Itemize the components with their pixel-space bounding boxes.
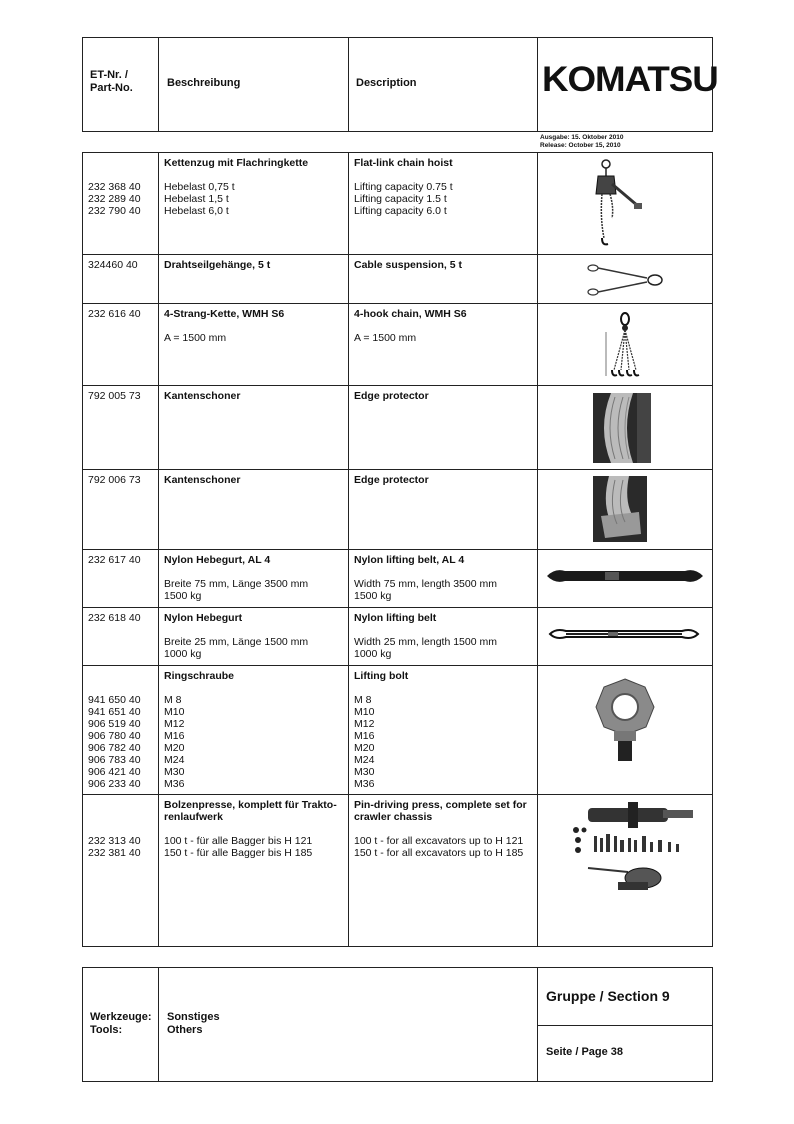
- edge-protector-photo: [593, 393, 651, 463]
- footer-value-en: Others: [167, 1024, 203, 1036]
- table-row-en-title: Lifting bolt: [354, 670, 409, 682]
- table-row-en-body: Lifting capacity 0.75 t Lifting capacity 1.5 t Lifting capacity 6.0 t: [354, 181, 453, 217]
- table-row-en-title: Flat-link chain hoist: [354, 157, 453, 169]
- table-row-en-title: Nylon lifting belt: [354, 612, 437, 624]
- table-row-de-title: Ringschraube: [164, 670, 235, 682]
- table-row-en-title: Nylon lifting belt, AL 4: [354, 554, 465, 566]
- table-row-part: 792 005 73: [88, 390, 141, 402]
- wide-lifting-belt: [545, 566, 705, 586]
- header-beschreibung: Beschreibung: [167, 77, 241, 89]
- table-row-en-body: Width 25 mm, length 1500 mm 1000 kg: [354, 636, 497, 660]
- table-row-de-body: 100 t - für alle Bagger bis H 121 150 t - für alle Bagger bis H 185: [164, 835, 313, 859]
- edge-protector-photo: [593, 476, 647, 542]
- table-row-en-body: 100 t - for all excavators up to H 121 150 t - for all excavators up to H 185: [354, 835, 524, 859]
- footer-label-en: Tools:: [90, 1024, 123, 1036]
- footer-label-de: Werkzeuge:: [90, 1011, 152, 1023]
- header-part-no: ET-Nr. / Part-No.: [90, 69, 133, 94]
- table-row-part: 232 368 40 232 289 40 232 790 40: [88, 181, 141, 217]
- table-row-en-title: Cable suspension, 5 t: [354, 259, 462, 271]
- chain-hoist-illustration: [580, 158, 650, 250]
- page-number: Seite / Page 38: [546, 1046, 624, 1058]
- cable-suspension-illustration: [585, 262, 665, 298]
- table-row-de-title: Kettenzug mit Flachringkette: [164, 157, 309, 169]
- table-row-de-body: Hebelast 0,75 t Hebelast 1,5 t Hebelast 6,0 t: [164, 181, 235, 217]
- table-row-de-title: Kantenschoner: [164, 474, 241, 486]
- table-row-en-title: Edge protector: [354, 474, 429, 486]
- table-row-part: 941 650 40 941 651 40 906 519 40 906 780 40 906 782 40 906 783 40 906 421 40 906 233 40: [88, 694, 141, 790]
- table-row-en-body: A = 1500 mm: [354, 332, 417, 344]
- table-row-de-title: Nylon Hebegurt, AL 4: [164, 554, 271, 566]
- table-row-en-title: Edge protector: [354, 390, 429, 402]
- table-row-de-title: Nylon Hebegurt: [164, 612, 243, 624]
- table-row-de-body: M 8 M10 M12 M16 M20 M24 M30 M36: [164, 694, 185, 790]
- table-row-part: 324460 40: [88, 259, 138, 271]
- table-row-en-title: 4-hook chain, WMH S6: [354, 308, 467, 320]
- table-row-part: 232 616 40: [88, 308, 141, 320]
- table-row-de-body: A = 1500 mm: [164, 332, 227, 344]
- pin-press-kit-illustration: [568, 800, 698, 900]
- narrow-lifting-belt: [548, 626, 700, 642]
- table-row-de-body: Breite 75 mm, Länge 3500 mm 1500 kg: [164, 578, 309, 602]
- table-row-part: 232 617 40: [88, 554, 141, 566]
- table-row-de-title: 4-Strang-Kette, WMH S6: [164, 308, 285, 320]
- four-hook-chain-illustration: [600, 312, 650, 382]
- table-row-de-body: Breite 25 mm, Länge 1500 mm 1000 kg: [164, 636, 309, 660]
- table-row-de-title: Bolzenpresse, komplett für Trakto- renlaufwerk: [164, 799, 337, 823]
- table-row-part: 232 618 40: [88, 612, 141, 624]
- footer-value-de: Sonstiges: [167, 1011, 220, 1023]
- table-row-part: 232 313 40 232 381 40: [88, 835, 141, 859]
- release-info: [540, 134, 623, 150]
- table-row-en-title: Pin-driving press, complete set for crawler chassis: [354, 799, 527, 823]
- lifting-bolt-photo: [590, 675, 660, 765]
- table-row-de-title: Drahtseilgehänge, 5 t: [164, 259, 271, 271]
- table-row-en-body: Width 75 mm, length 3500 mm 1500 kg: [354, 578, 497, 602]
- section-label: Gruppe / Section 9: [546, 988, 670, 1004]
- table-row-en-body: M 8 M10 M12 M16 M20 M24 M30 M36: [354, 694, 375, 790]
- table-row-part: 792 006 73: [88, 474, 141, 486]
- issue-date-en: Release: October 15, 2010: [540, 142, 621, 149]
- issue-date-de: Ausgabe: 15. Oktober 2010: [540, 134, 624, 141]
- table-row-de-title: Kantenschoner: [164, 390, 241, 402]
- header-description: Description: [356, 77, 417, 89]
- komatsu-logo: KOMATSU: [542, 60, 718, 99]
